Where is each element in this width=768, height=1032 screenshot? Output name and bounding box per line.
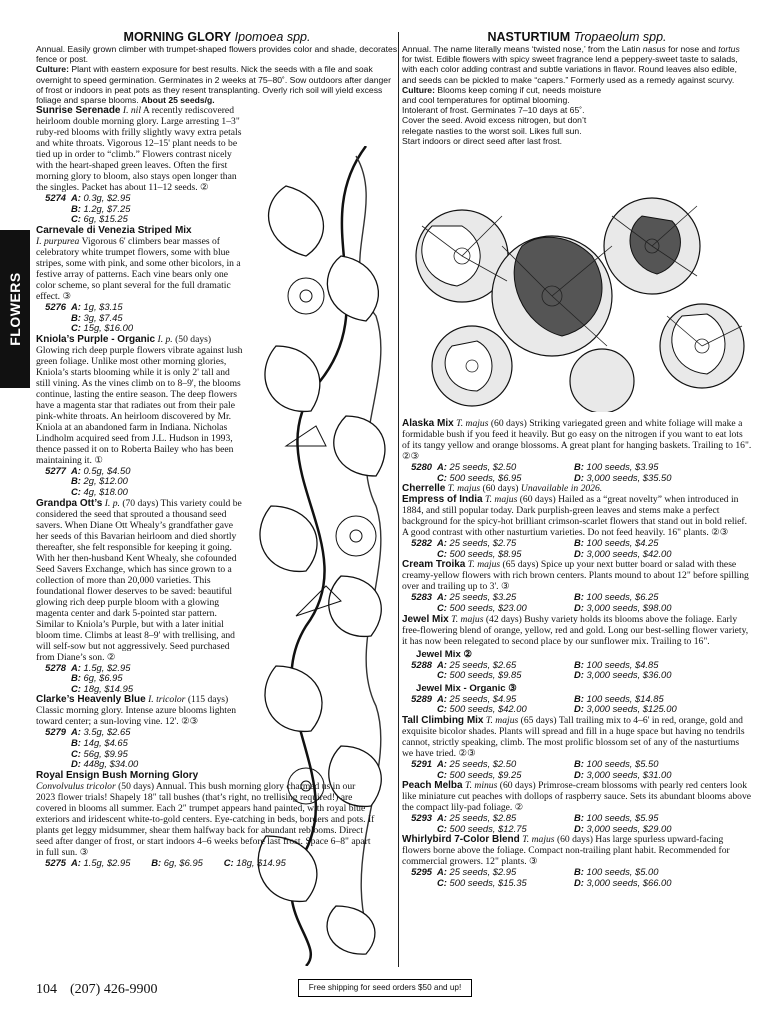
price-label: D: (574, 876, 584, 888)
variety-entry (402, 614, 752, 647)
intro-latin-tortus: tortus (718, 44, 740, 54)
price-label: C: (437, 768, 447, 780)
price-label: B: (574, 461, 584, 472)
price-value: 4g, $18.00 (83, 485, 128, 497)
phone-number: (207) 426-9900 (70, 982, 158, 997)
variety-description: (60 days) (482, 483, 519, 495)
price-value: 0.3g, $2.95 (83, 192, 131, 204)
price-grid (402, 813, 752, 834)
price-label: A: (437, 461, 447, 472)
price-cell (574, 473, 744, 484)
price-label: C: (437, 547, 447, 559)
variety-entry (402, 418, 752, 462)
variety-latin: T. majus (522, 834, 555, 846)
price-value: 500 seeds, $6.95 (449, 471, 522, 483)
price-grid (402, 867, 752, 888)
variety-latin: I. tricolor (148, 694, 186, 706)
price-value: 25 seeds, $2.65 (449, 658, 517, 670)
price-value: 3,000 seeds, $66.00 (586, 876, 672, 888)
variety-latin: I. purpurea (36, 236, 80, 247)
variety-entry (402, 715, 752, 759)
price-label: B: (574, 658, 584, 670)
column-divider (398, 32, 399, 967)
price-value: 100 seeds, $5.00 (586, 866, 659, 878)
variety-name: Clarke’s Heavenly Blue (36, 694, 146, 706)
price-label: B: (574, 537, 584, 549)
price-value: 3,000 seeds, $35.50 (586, 471, 672, 483)
price-value: 100 seeds, $5.50 (586, 757, 659, 769)
shipping-note: Free shipping for seed orders $50 and up! (298, 979, 472, 997)
price-label: C: (437, 703, 447, 715)
variety-latin: T. majus (451, 613, 484, 625)
price-grid (402, 538, 752, 559)
price-label: B: (574, 866, 584, 878)
sku: 5283 (411, 591, 432, 603)
price-label: D: (574, 471, 584, 483)
price-label: A: (71, 856, 81, 868)
variety-entry (36, 694, 244, 727)
variety-list (36, 105, 244, 770)
price-value: 3.5g, $2.65 (83, 726, 131, 738)
price-cell (402, 670, 574, 681)
price-value: 25 seeds, $2.75 (449, 537, 517, 549)
culture-label: Culture: (36, 64, 69, 75)
price-label: C: (71, 213, 81, 225)
price-label: B: (574, 591, 584, 603)
variety-latin: T. majus (467, 559, 501, 571)
intro-text: for nose and (668, 44, 716, 54)
price-label: C: (437, 471, 447, 483)
price-value: 3g, $7.45 (83, 311, 123, 323)
sku: 5293 (411, 812, 432, 824)
price-cell (402, 878, 574, 889)
section-tab-label: FLOWERS (7, 272, 23, 346)
price-value: 2g, $12.00 (83, 475, 128, 487)
variety-name: Cream Troika (402, 559, 466, 571)
variety-latin: T. majus (485, 714, 519, 726)
variety-name: Whirlybird 7-Color Blend (402, 834, 520, 846)
price-cell (402, 704, 574, 715)
variety-description: (70 days) This variety could be considered the seed that sprouted a thousand seed savers. When Diane Ott Whealy’s grandfather gave her seeds of this Bavarian heirloom and died shortly thereafter, she felt responsible for keeping it going. With her then-husband Kent Whealy, she cofounded Seed Savers Exchange, which has since grown to a collection of more than 20,000 varieties. This foundational flower deserves to be saved: beautiful glowing rich deep purple bloom with a glowing magenta center and dark 5-pointed star pattern. Similar to Kniola’s Purple, but with a later initial bloom time. Climbs at least 8–9' with trellising, and will self-sow but not aggressively. Seed purchased from Diane’s son. ② (36, 497, 242, 663)
price-cell (574, 549, 744, 560)
price-label: A: (437, 692, 447, 704)
price-cell (574, 704, 744, 715)
price-value: 25 seeds, $2.85 (449, 812, 517, 824)
intro-text: for twist. Edible flowers with spicy sweet fragrance lend a peppery-sweet taste to salads, with each color adding contrast and subtle variations in flavor. Round leaves also edible, and seeds can be pickled to make “capers.” Formerly used as a remedy against scurvy. (402, 54, 738, 85)
price-value: 3,000 seeds, $29.00 (586, 822, 672, 834)
nasturtium-section (402, 30, 752, 888)
sku: 5276 (45, 301, 66, 312)
variety-latin: I. p. (104, 497, 120, 509)
variety-description: (60 days) Striking variegated green and white foliage will make a formidable bush if you feed it heavily. But go easy on the nitrogen if you want to eat lots of its tangy yellow and orange blossoms. A great plant for hanging baskets. Trailing to 16". ②③ (402, 418, 752, 462)
price-value: 100 seeds, $6.25 (586, 591, 659, 603)
price-value: 500 seeds, $15.35 (449, 876, 527, 888)
variety-latin: T. majus (447, 483, 481, 495)
price-value: 14g, $4.65 (83, 736, 128, 748)
variety-name: Peach Melba (402, 780, 463, 792)
seeds-note: About 25 seeds/g. (141, 95, 215, 106)
section-intro (402, 44, 752, 85)
price-grid (402, 660, 752, 681)
nasturtium-illustration (402, 186, 752, 412)
price-grid (402, 694, 752, 715)
variety-latin: Convolvulus tricolor (36, 780, 116, 792)
variety-entry (402, 780, 752, 813)
variety-list (402, 418, 752, 889)
variety-entry (36, 105, 244, 193)
price-grid (402, 592, 752, 613)
title-spp: spp. (642, 30, 667, 44)
price-value: 18g, $14.95 (236, 856, 286, 868)
price-label: C: (437, 876, 447, 888)
price-line (36, 858, 376, 869)
price-value: 18g, $14.95 (83, 682, 134, 694)
price-label: A: (71, 464, 81, 476)
price-line (36, 476, 244, 487)
variety-latin: I. nil (122, 105, 142, 117)
price-label: A: (437, 537, 447, 549)
variety-description: (115 days) Classic morning glory. Intense azure blooms lighten toward center; a sun-loving vine. 12'. ②③ (36, 694, 237, 728)
price-label: B: (71, 475, 81, 487)
variety-description: (42 days) Bushy variety holds its blooms above the foliage. Early free-flowering blend of orange, yellow, red and gold. Long our best-selling flower variety, it has now been relegated to second place by our sunflower mix. Trailing to 16". (402, 613, 749, 647)
price-value: 100 seeds, $5.95 (586, 812, 659, 824)
section-tab (0, 230, 30, 388)
title-spp: spp. (286, 30, 311, 44)
price-label: B: (574, 757, 584, 769)
price-line (36, 487, 244, 498)
sku: 5275 (45, 856, 66, 868)
price-line (36, 466, 244, 477)
price-label: B: (71, 202, 81, 214)
variety-description: (60 days) Primrose-cream blossoms with pearly red centers look like miniature cut peaches with dollops of raspberry sauce. Sets its abundant blooms above the compact lily-pad foliage. ② (402, 780, 752, 814)
price-grid (402, 462, 752, 483)
price-value: 500 seeds, $9.85 (449, 669, 522, 681)
price-value: 3,000 seeds, $31.00 (586, 768, 672, 780)
price-value: 6g, $6.95 (83, 672, 123, 684)
variety-description: (60 days) Has large spurless upward-facing flowers borne above the foliage. Compact non-trailing plant habit. Recommended for commercial growers. 12" plants. ③ (402, 834, 730, 868)
price-cell (574, 824, 744, 835)
price-label: C: (223, 856, 234, 868)
variety-entry (402, 494, 752, 538)
price-line (36, 323, 244, 334)
price-value: 1.5g, $2.95 (83, 856, 131, 868)
price-value: 500 seeds, $12.75 (449, 822, 527, 834)
price-label: B: (71, 311, 81, 323)
variety-description: (50 days) Annual. This bush morning glory charmed us in our 2023 flower trials! Shapely 18" tall bushes (that’s right, no trellising required!) are covered in blooms all summer. Each 2" trumpet appears hand painted, with royal blue exteriors and iridescent white-to-gold centers. Eye-catching in beds, borders and pots. If plants get leggy midsummer, shear them halfway back for abundant reblooms. Direct seed after danger of frost, or start indoors 4–6 weeks before last frost. Space 6–8" apart in full sun. ③ (36, 780, 375, 858)
price-grid (402, 759, 752, 780)
variety-description: (65 days) Spice up your next butter board or salad with these creamy-yellow flowers with rich brown centers. Plants mound to about 12" before spilling over and trailing up to 3'. ③ (402, 559, 749, 593)
price-value: 100 seeds, $3.95 (586, 461, 659, 472)
title-common: MORNING GLORY (123, 30, 232, 44)
price-line (36, 673, 244, 684)
price-value: 3,000 seeds, $125.00 (586, 703, 677, 715)
variety-name: Tall Climbing Mix (402, 714, 484, 726)
variety-entry (36, 770, 376, 858)
price-label: C: (71, 322, 81, 334)
price-label: D: (574, 703, 584, 715)
section-title (36, 32, 398, 43)
price-value: 500 seeds, $8.95 (449, 547, 522, 559)
variety-entry (402, 559, 752, 592)
variety-name: Kniola’s Purple - Organic (36, 333, 156, 345)
price-label: B: (71, 736, 81, 748)
price-label: A: (437, 591, 447, 603)
price-label: B: (151, 856, 162, 868)
price-label: C: (437, 669, 447, 681)
variety-latin: I. p. (157, 333, 173, 345)
price-line (36, 738, 244, 749)
sku: 5295 (411, 866, 432, 878)
price-label: D: (574, 547, 584, 559)
intro-text: Annual. The name literally means ‘twisted nose,’ from the Latin (402, 44, 641, 54)
title-latin: Ipomoea (234, 30, 284, 44)
price-line (36, 313, 244, 324)
variety-entry (36, 225, 244, 302)
sku: 5288 (411, 658, 432, 670)
price-value: 500 seeds, $9.25 (449, 768, 522, 780)
price-label: A: (71, 726, 81, 738)
culture-label: Culture: (402, 84, 435, 95)
variety-name: Royal Ensign Bush Morning Glory (36, 769, 199, 781)
price-value: 6g, $6.95 (163, 856, 203, 868)
price-line (36, 727, 244, 738)
sku: 5280 (411, 461, 432, 472)
price-label: A: (71, 661, 81, 673)
price-line (36, 204, 244, 215)
sku: 5274 (45, 192, 66, 204)
title-common: NASTURTIUM (487, 30, 571, 44)
price-value: 25 seeds, $2.95 (449, 866, 517, 878)
variety-description: A recently rediscovered heirloom double morning glory. Large arresting 1–3" ruby-red blooms with frilly slightly wavy extra petals and white throats. Vigorous 12–15' plant needs to be tied up in order to “climb.” Flowers contrast nicely with the heart-shaped green leaves. Often the first morning glory to bloom, also stays open longer than the singles. Packet has about 11–12 seeds. ② (36, 105, 242, 194)
variety-entry (36, 498, 244, 663)
morning-glory-section (36, 32, 398, 868)
price-value: 6g, $15.25 (83, 213, 128, 225)
price-label: B: (574, 812, 584, 824)
intro-latin-nasus: nasus (642, 44, 666, 54)
title-latin: Tropaeolum (573, 30, 640, 44)
price-line (36, 749, 244, 760)
variety-entry (36, 334, 244, 466)
variety-entry (402, 483, 752, 494)
price-value: 1.2g, $7.25 (83, 202, 131, 214)
variety-name: Grandpa Ott’s (36, 497, 103, 509)
price-value: 3,000 seeds, $42.00 (586, 547, 672, 559)
price-label: A: (437, 757, 447, 769)
variety-latin: T. majus (456, 418, 489, 429)
price-cell (402, 549, 574, 560)
price-value: 3,000 seeds, $36.00 (586, 669, 672, 681)
price-label: C: (71, 682, 81, 694)
price-label: B: (71, 672, 81, 684)
price-label: C: (437, 601, 447, 613)
culture-text: Plant with eastern exposure for best results. Nick the seeds with a file and soak overnight to speed germination. Germinates in 2 weeks at 75–80˚. Sow outdoors after danger of frost or indoors in peat pots as they resent transplanting. Overly rich soil will yield excess foliage and sparse blooms. (36, 64, 391, 106)
price-cell (402, 603, 574, 614)
sub-variety-label: Jewel Mix - Organic ③ (416, 682, 517, 694)
price-label: A: (71, 192, 81, 204)
price-value: 25 seeds, $3.25 (449, 591, 517, 603)
price-cell (574, 670, 744, 681)
price-label: A: (437, 812, 447, 824)
variety-latin: T. majus (484, 494, 518, 506)
price-value: 25 seeds, $2.50 (449, 461, 517, 472)
page-number: 104 (36, 982, 57, 997)
unavailable-note: Unavailable in 2026. (520, 483, 603, 495)
sku: 5278 (45, 661, 66, 673)
price-value: 1g, $3.15 (83, 301, 123, 312)
culture-paragraph (402, 85, 602, 146)
variety-name: Carnevale di Venezia Striped Mix (36, 225, 192, 236)
variety-name: Jewel Mix (402, 613, 449, 625)
price-cell (402, 473, 574, 484)
price-label: C: (71, 747, 81, 759)
section-title (402, 32, 752, 43)
price-label: B: (574, 692, 584, 704)
price-value: 448g, $34.00 (83, 758, 139, 770)
price-label: A: (437, 866, 447, 878)
section-intro (36, 44, 398, 105)
variety-latin: T. minus (465, 780, 498, 792)
intro-text: Annual. Easily grown climber with trumpet-shaped flowers provides color and shade, decorates fence or post. (36, 44, 398, 65)
sub-variety-label: Jewel Mix ② (416, 648, 473, 660)
variety-name: Cherrelle (402, 483, 446, 495)
price-cell (574, 770, 744, 781)
price-value: 56g, $9.95 (83, 747, 128, 759)
price-label: C: (71, 485, 81, 497)
price-label: A: (71, 301, 81, 312)
price-line (36, 684, 244, 695)
price-line (36, 193, 244, 204)
price-value: 15g, $16.00 (83, 322, 134, 334)
variety-description: (65 days) Tall trailing mix to 4–6' in red, orange, gold and exquisite bicolor shades. Plants will spread and fill in a huge space but having no tendrils cannot, strictly speaking, climb. The most prolific blossom set of any of the nasturtiums we have tried. ②③ (402, 714, 745, 759)
price-value: 25 seeds, $2.50 (449, 757, 517, 769)
price-value: 1.5g, $2.95 (83, 661, 131, 673)
price-label: D: (71, 758, 81, 770)
price-line (36, 302, 244, 313)
sku: 5282 (411, 537, 432, 549)
price-value: 100 seeds, $14.85 (586, 692, 664, 704)
price-value: 100 seeds, $4.85 (586, 658, 659, 670)
price-value: 3,000 seeds, $98.00 (586, 601, 672, 613)
variety-name: Sunrise Serenade (36, 105, 121, 117)
variety-entry (402, 834, 752, 867)
sku: 5291 (411, 757, 432, 769)
price-line (36, 663, 244, 674)
variety-description: Vigorous 6' climbers bear masses of celebratory white trumpet flowers, some with blue stripes, some with pink, and some other bicolors, in a festive array of patterns. Each vine bears only one color scheme, so plant several for the full dramatic effect. ③ (36, 236, 241, 302)
sku: 5289 (411, 692, 432, 704)
price-cell (574, 603, 744, 614)
price-label: D: (574, 768, 584, 780)
variety-name: Alaska Mix (402, 418, 454, 429)
price-value: 100 seeds, $4.25 (586, 537, 659, 549)
variety-description: (60 days) Hailed as a “great novelty” when introduced in 1884, and still popular today. Dark purplish-green leaves and stems make a perfect background for the spicy-hot brilliant crimson-scarlet flowers that stand out in bold relief. A good contrast with other nasturtium varieties. Do not feed heavily. 16" plants. ②③ (402, 494, 748, 539)
price-line (36, 759, 244, 770)
price-cell (574, 878, 744, 889)
price-label: D: (574, 601, 584, 613)
culture-text: Blooms keep coming if cut, needs moisture and cool temperatures for optimal blooming. Intolerant of frost. Germinates 7–10 days at 65˚. Cover the seed. Avoid excess nitrogen, but don’t relegate nasties to the worst soil. Likes full sun. Start indoors or direct seed after last frost. (402, 84, 602, 146)
price-value: 25 seeds, $4.95 (449, 692, 517, 704)
sku: 5277 (45, 464, 66, 476)
sku: 5279 (45, 726, 66, 738)
price-value: 500 seeds, $23.00 (449, 601, 527, 613)
price-value: 0.5g, $4.50 (83, 464, 131, 476)
price-cell (402, 770, 574, 781)
variety-name: Empress of India (402, 494, 483, 506)
price-label: D: (574, 669, 584, 681)
price-line (36, 214, 244, 225)
price-label: C: (437, 822, 447, 834)
price-value: 500 seeds, $42.00 (449, 703, 527, 715)
price-label: A: (437, 658, 447, 670)
variety-description: (50 days) Glowing rich deep purple flowers vibrate against lush green foliage. Unlike most other morning glories, Kniola’s starts blooming while it is only 2' tall and still vining. As the vines climb on to 8–9', the blooms continue, lasting the entire season. The deep flowers have a magenta star that radiates out from their pale pink-white throats. An heirloom discovered by Mr. Kniola at an abandoned farm in Indiana. Nicholas Lindholm acquired seed from J.L. Hudson in 1993, thence passed it on to Roberta Bailey who has been maintaining it. ① (36, 333, 243, 466)
price-label: D: (574, 822, 584, 834)
price-cell (402, 824, 574, 835)
